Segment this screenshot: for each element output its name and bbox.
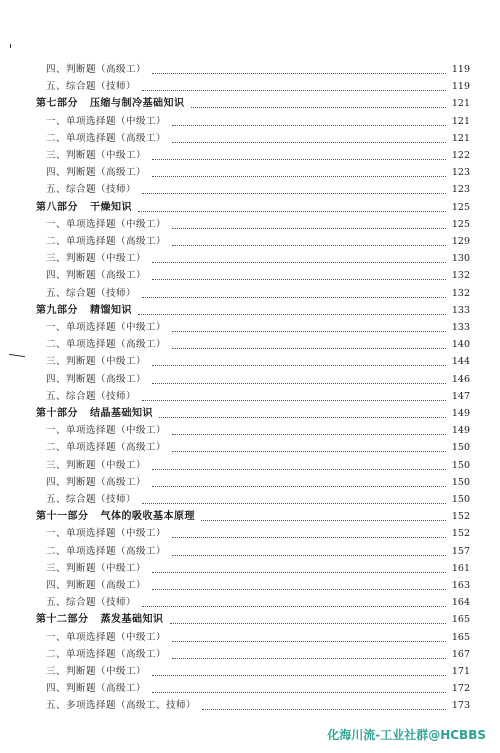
page-number: 173 <box>451 700 470 712</box>
part-heading-label <box>36 96 185 112</box>
dot-leader <box>152 158 446 160</box>
part-heading-label <box>36 303 132 319</box>
dot-leader <box>152 382 446 384</box>
dot-leader <box>152 468 446 470</box>
entry-label: 一、单项选择题（中级工） <box>46 115 167 127</box>
toc-entry <box>46 251 470 267</box>
entry-label: 二、单项选择题（高级工） <box>46 545 167 557</box>
page-number: 149 <box>451 425 470 437</box>
dot-leader <box>172 347 446 349</box>
toc-part-heading <box>36 612 470 628</box>
toc-part-heading <box>36 303 470 319</box>
dot-leader <box>152 364 446 366</box>
page-number: 165 <box>451 614 470 626</box>
dot-leader <box>172 227 446 229</box>
entry-label: 一、单项选择题（中级工） <box>46 631 167 643</box>
part-number: 第十一部分 <box>36 511 89 523</box>
dot-leader <box>172 433 446 435</box>
entry-label: 三、判断题（中级工） <box>46 459 147 471</box>
toc-entry <box>46 423 470 439</box>
page-number: 157 <box>451 545 470 557</box>
dot-leader <box>172 640 446 642</box>
toc-entry <box>46 630 470 646</box>
page-number: 163 <box>451 580 470 591</box>
toc-part-heading <box>36 96 470 112</box>
entry-label: 四、判断题（高级工） <box>46 580 147 591</box>
dot-leader <box>138 313 446 315</box>
page-number: 150 <box>451 476 470 488</box>
dot-leader <box>142 192 446 194</box>
part-heading-label <box>36 612 164 628</box>
entry-label: 四、判断题（高级工） <box>46 373 147 385</box>
part-heading-label <box>36 406 153 422</box>
dot-leader <box>152 175 446 177</box>
dot-leader <box>172 657 446 659</box>
dot-leader <box>172 450 446 452</box>
toc-entry <box>46 131 470 147</box>
page-number: 167 <box>451 648 470 660</box>
page-number: 130 <box>451 253 470 265</box>
page-number: 172 <box>451 683 470 695</box>
page-number: 140 <box>451 339 470 351</box>
toc-entry <box>46 440 470 456</box>
dot-leader <box>142 502 446 504</box>
toc-entry <box>46 492 470 508</box>
entry-label: 五、综合题（技师） <box>46 81 137 93</box>
toc-entry <box>46 268 470 284</box>
dot-leader <box>172 330 446 332</box>
toc-entry <box>46 182 470 198</box>
page-number: 132 <box>451 287 470 299</box>
page-number: 146 <box>451 373 470 385</box>
watermark: 化海川流-工业社群@HCBBS <box>327 728 486 742</box>
toc-entry <box>46 544 470 560</box>
dot-leader <box>152 674 446 676</box>
dot-leader <box>142 605 446 607</box>
entry-label: 四、判断题（高级工） <box>46 683 147 695</box>
part-number: 第七部分 <box>36 98 78 110</box>
part-title: 干燥知识 <box>90 201 132 213</box>
part-title: 气体的吸收基本原理 <box>100 511 195 523</box>
dot-leader <box>152 588 446 590</box>
page-number: 147 <box>451 390 470 402</box>
entry-label: 三、判断题（中级工） <box>46 150 147 161</box>
toc-entry <box>46 217 470 233</box>
entry-label: 五、综合题（技师） <box>46 597 137 609</box>
dot-leader <box>152 571 446 573</box>
part-number: 第十部分 <box>36 408 78 419</box>
toc-entry <box>46 372 470 388</box>
part-heading-label <box>36 200 132 216</box>
entry-label: 一、单项选择题（中级工） <box>46 322 167 333</box>
page-number: 133 <box>451 304 470 316</box>
page-number: 152 <box>451 528 470 540</box>
toc-entry <box>46 664 470 680</box>
toc-entry <box>46 526 470 542</box>
toc-entry <box>46 389 470 405</box>
page-number: 165 <box>451 631 470 643</box>
dot-leader <box>152 278 446 280</box>
dot-leader <box>142 399 446 401</box>
page-number: 119 <box>451 81 470 93</box>
page-number: 121 <box>451 115 470 127</box>
entry-label: 四、判断题（高级工） <box>46 64 147 75</box>
entry-label: 二、单项选择题（高级工） <box>46 442 167 454</box>
toc-entry <box>46 561 470 577</box>
part-heading-label <box>36 509 195 525</box>
part-title: 结晶基础知识 <box>90 408 153 419</box>
page-number: 171 <box>451 666 470 677</box>
page-number: 129 <box>451 236 470 247</box>
dot-leader <box>159 416 446 418</box>
toc-entry <box>46 458 470 474</box>
entry-label: 三、判断题（中级工） <box>46 562 147 574</box>
page-number: 164 <box>451 597 470 609</box>
dot-leader <box>138 210 446 212</box>
entry-label: 一、单项选择题（中级工） <box>46 425 167 437</box>
entry-label: 五、综合题（技师） <box>46 390 137 402</box>
dot-leader <box>142 89 446 91</box>
page-number: 150 <box>451 442 470 454</box>
dot-leader <box>172 554 446 556</box>
page-number: 121 <box>451 132 470 144</box>
part-number: 第十二部分 <box>36 614 89 626</box>
toc-entry <box>46 114 470 130</box>
page-number: 121 <box>451 98 470 110</box>
toc-entry <box>46 79 470 95</box>
part-title: 精馏知识 <box>90 304 132 316</box>
toc-entry <box>46 647 470 663</box>
entry-label: 三、判断题（中级工） <box>46 356 147 368</box>
toc-entry <box>46 475 470 491</box>
page-number: 123 <box>451 167 470 179</box>
toc-entry <box>46 595 470 611</box>
page-number: 149 <box>451 408 470 419</box>
part-number: 第九部分 <box>36 304 78 316</box>
part-title: 蒸发基础知识 <box>100 614 164 626</box>
entry-label: 一、单项选择题（中级工） <box>46 528 167 540</box>
entry-label: 二、单项选择题（高级工） <box>46 648 167 660</box>
entry-label: 三、判断题（中级工） <box>46 666 147 677</box>
dot-leader <box>201 519 446 521</box>
entry-label: 五、综合题（技师） <box>46 184 137 196</box>
dot-leader <box>152 691 446 693</box>
page-number: 119 <box>451 64 470 75</box>
toc-entry <box>46 320 470 336</box>
part-number: 第八部分 <box>36 201 78 213</box>
page-number: 133 <box>451 322 470 333</box>
toc-part-heading <box>36 509 470 525</box>
toc-entry <box>46 286 470 302</box>
dot-leader <box>172 124 446 126</box>
toc-entry <box>46 234 470 250</box>
page-number: 144 <box>451 356 470 368</box>
page-number: 150 <box>451 494 470 505</box>
toc-entry <box>46 148 470 164</box>
page-number: 123 <box>451 184 470 196</box>
dot-leader <box>152 72 446 74</box>
page-number: 125 <box>451 218 470 230</box>
entry-label: 五、多项选择题（高级工、技师） <box>46 700 197 712</box>
dot-leader <box>170 622 446 624</box>
part-title: 压缩与制冷基础知识 <box>90 98 185 110</box>
dot-leader <box>142 296 446 298</box>
page-number: 132 <box>451 270 470 282</box>
toc-entry <box>46 681 470 697</box>
page-number: 150 <box>451 459 470 471</box>
toc-entry <box>46 62 470 78</box>
page-number: 125 <box>451 201 470 213</box>
dot-leader <box>191 106 446 108</box>
toc-entry <box>46 698 470 714</box>
toc-entry <box>46 337 470 353</box>
page-number: 152 <box>451 511 470 523</box>
entry-label: 五、综合题（技师） <box>46 494 137 505</box>
dot-leader <box>172 536 446 538</box>
toc-part-heading <box>36 200 470 216</box>
entry-label: 二、单项选择题（高级工） <box>46 339 167 351</box>
entry-label: 一、单项选择题（中级工） <box>46 218 167 230</box>
dot-leader <box>172 141 446 143</box>
dot-leader <box>152 261 446 263</box>
entry-label: 五、综合题（技师） <box>46 287 137 299</box>
entry-label: 三、判断题（中级工） <box>46 253 147 265</box>
entry-label: 四、判断题（高级工） <box>46 476 147 488</box>
entry-label: 四、判断题（高级工） <box>46 270 147 282</box>
toc-entry <box>46 165 470 181</box>
page-number: 122 <box>451 150 470 161</box>
page-number: 161 <box>451 562 470 574</box>
entry-label: 四、判断题（高级工） <box>46 167 147 179</box>
toc-entry <box>46 354 470 370</box>
toc-entry <box>46 578 470 594</box>
dot-leader <box>172 244 446 246</box>
dot-leader <box>202 708 446 710</box>
entry-label: 二、单项选择题（高级工） <box>46 236 167 247</box>
margin-mark-left <box>9 354 25 357</box>
margin-mark-top <box>10 44 11 48</box>
entry-label: 二、单项选择题（高级工） <box>46 132 167 144</box>
toc-part-heading <box>36 406 470 422</box>
dot-leader <box>152 485 446 487</box>
